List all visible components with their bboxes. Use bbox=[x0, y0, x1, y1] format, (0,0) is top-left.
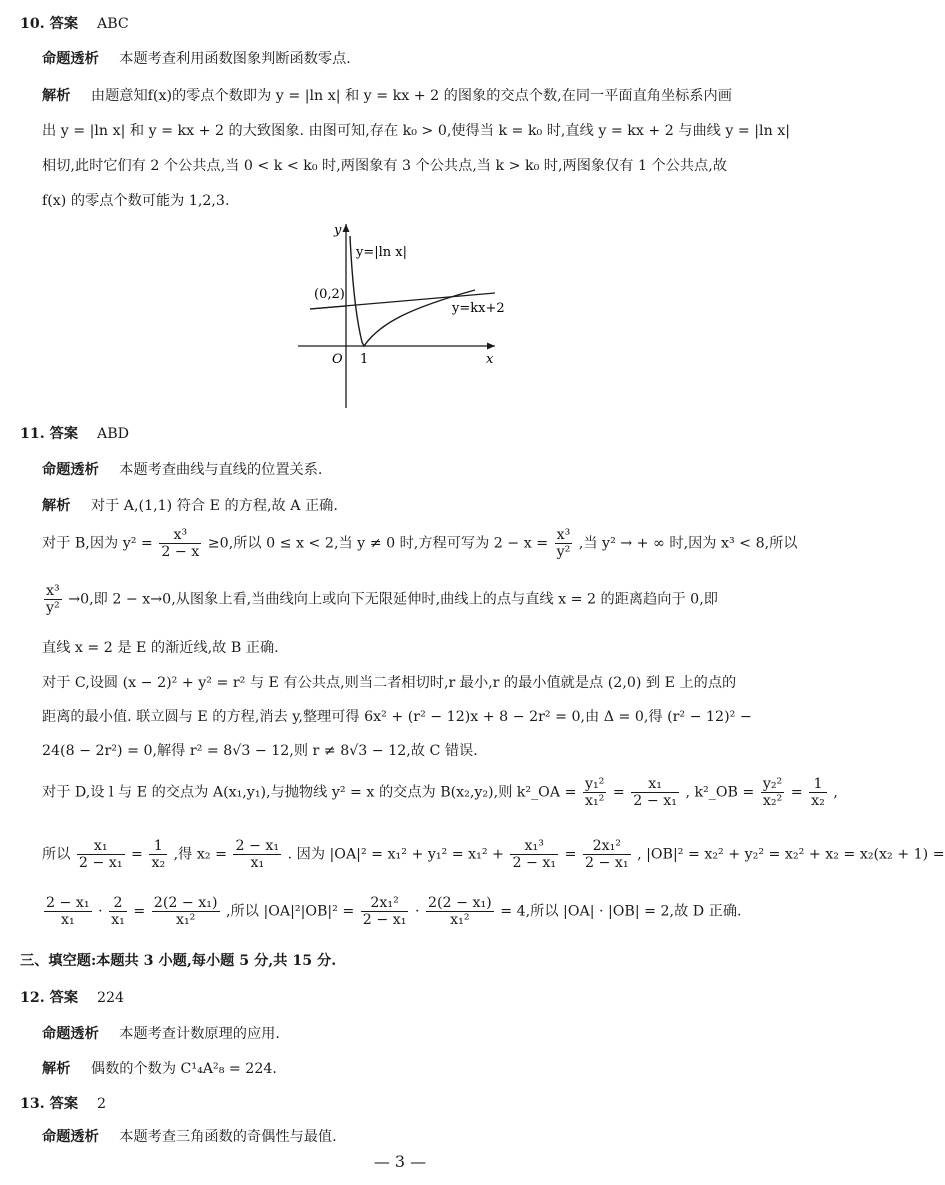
frac-den: 2 − x₁ bbox=[78, 855, 123, 871]
q13-answer-value: 2 bbox=[96, 1096, 107, 1112]
frac-den: x₂ bbox=[151, 855, 166, 871]
q11-analysis-a-text: 对于 A,(1,1) 符合 E 的方程,故 A 正确. bbox=[90, 498, 338, 514]
frac-den: 2 − x bbox=[161, 544, 200, 560]
q11-b-text-1a: 对于 B,因为 y² = bbox=[42, 535, 153, 552]
fraction-y1sq-over-x1sq bbox=[583, 776, 606, 809]
fraction-1-over-x2-b bbox=[149, 838, 167, 871]
q11-d-text-2a: 所以 bbox=[42, 846, 71, 863]
q13-answer-line bbox=[20, 1094, 106, 1114]
frac-den: 2 − x₁ bbox=[362, 912, 407, 928]
q11-d-text-3d: · bbox=[414, 903, 420, 920]
page-number: — 3 — bbox=[373, 1152, 427, 1171]
q11-d-line-3 bbox=[42, 895, 742, 928]
q11-d-text-3b: = bbox=[133, 903, 146, 920]
fraction-2-minus-x1-over-x1 bbox=[233, 838, 281, 871]
q12-intent-text: 本题考查计数原理的应用. bbox=[119, 1026, 280, 1042]
fraction-2-2-minus-x1-over-x1sq bbox=[152, 895, 220, 928]
graph-label-curve: y=|ln x| bbox=[356, 245, 407, 260]
q11-d-line-2 bbox=[42, 838, 945, 871]
q11-analysis-a-line bbox=[42, 496, 338, 516]
frac-num: x³ bbox=[46, 583, 60, 599]
q11-d-text-2f: , |OB|² = x₂² + y₂² = x₂² + x₂ = x₂(x₂ + 1) = bbox=[637, 846, 945, 863]
y-axis-arrow bbox=[343, 224, 350, 232]
frac-den: x₁² bbox=[450, 912, 470, 928]
q10-analysis-label: 解析 bbox=[42, 88, 71, 104]
q10-answer-value: ABC bbox=[96, 16, 129, 32]
q13-intent-text: 本题考查三角函数的奇偶性与最值. bbox=[119, 1129, 337, 1145]
fraction-x3-over-2-minus-x bbox=[159, 527, 201, 560]
q11-c-line-2: 距离的最小值. 联立圆与 E 的方程,消去 y,整理可得 6x² + (r² − 12)x + 8 − 2r² = 0,由 Δ = 0,得 (r² − 12)² − bbox=[42, 709, 752, 725]
frac-den: y² bbox=[556, 544, 571, 560]
frac-num: x³ bbox=[159, 527, 201, 544]
q13-answer-label: 答案 bbox=[49, 1096, 79, 1112]
fraction-2-over-x1 bbox=[109, 895, 127, 928]
frac-den: 2 − x₁ bbox=[512, 855, 557, 871]
graph-label-y: y bbox=[334, 223, 342, 238]
q10-analysis-text-1: 由题意知f(x)的零点个数即为 y = |ln x| 和 y = kx + 2 的图象的交点个数,在同一平面直角坐标系内画 bbox=[90, 88, 732, 104]
fraction-x1-over-2-minus-x1 bbox=[631, 776, 679, 809]
q12-answer-label: 答案 bbox=[49, 990, 79, 1006]
q12-analysis-label: 解析 bbox=[42, 1061, 71, 1077]
q12-analysis-text: 偶数的个数为 C¹₄A²₈ = 224. bbox=[90, 1061, 277, 1077]
frac-den: 2 − x₁ bbox=[633, 793, 677, 809]
q11-d-text-2d: . 因为 |OA|² = x₁² + y₁² = x₁² + bbox=[287, 846, 504, 863]
q11-answer-label: 答案 bbox=[49, 426, 79, 442]
fraction-2-minus-x1-over-x1-b bbox=[44, 895, 92, 928]
q11-d-text-1c: , k²_OB = bbox=[685, 784, 755, 801]
q10-intent-label: 命题透析 bbox=[42, 51, 99, 67]
frac-num: x₁³ bbox=[510, 838, 558, 855]
q10-answer-label: 答案 bbox=[49, 16, 79, 32]
q11-d-text-2e: = bbox=[564, 846, 577, 863]
graph-label-point: (0,2) bbox=[314, 287, 345, 302]
q11-b-text-1b: ≥0,所以 0 ≤ x < 2,当 y ≠ 0 时,方程可写为 2 − x = bbox=[207, 535, 549, 552]
q12-intent-label: 命题透析 bbox=[42, 1026, 99, 1042]
frac-num: 1 bbox=[809, 776, 827, 793]
fraction-1-over-x2 bbox=[809, 776, 827, 809]
q10-intent-line bbox=[42, 49, 351, 69]
q12-intent-line bbox=[42, 1024, 280, 1044]
q11-b-text-2: →0,即 2 − x→0,从图象上看,当曲线向上或向下无限延伸时,曲线上的点与直线 x = 2 的距离趋向于 0,即 bbox=[68, 591, 718, 608]
frac-num: 2 − x₁ bbox=[46, 895, 90, 911]
q11-c-line-1: 对于 C,设圆 (x − 2)² + y² = r² 与 E 有公共点,则当二者相切时,r 最小,r 的最小值就是点 (2,0) 到 E 上的点的 bbox=[42, 675, 737, 691]
frac-num: x₁ bbox=[631, 776, 679, 793]
frac-den: x₂² bbox=[762, 793, 783, 809]
q12-answer-value: 224 bbox=[96, 990, 125, 1006]
graph-label-line: y=kx+2 bbox=[452, 301, 505, 316]
q11-c-line-3: 24(8 − 2r²) = 0,解得 r² = 8√3 − 12,则 r ≠ 8√3 − 12,故 C 错误. bbox=[42, 743, 478, 759]
q10-analysis-line-2: 出 y = |ln x| 和 y = kx + 2 的大致图象. 由图可知,存在 k₀ > 0,使得当 k = k₀ 时,直线 y = kx + 2 与曲线 y = |ln x| bbox=[42, 123, 791, 139]
q11-d-text-2c: ,得 x₂ = bbox=[173, 846, 227, 863]
q11-b-line-3: 直线 x = 2 是 E 的渐近线,故 B 正确. bbox=[42, 640, 279, 656]
q10-intent-text: 本题考查利用函数图象判断函数零点. bbox=[119, 51, 351, 67]
q11-d-text-1d: = bbox=[790, 784, 803, 801]
graph-label-origin: O bbox=[332, 352, 343, 367]
frac-den: x₁² bbox=[175, 912, 196, 928]
frac-den: x₁ bbox=[60, 912, 75, 928]
q10-answer-line bbox=[20, 14, 129, 34]
line-kx-plus-2-extension bbox=[310, 306, 346, 309]
frac-den: x₁² bbox=[584, 793, 605, 809]
frac-den: 2 − x₁ bbox=[584, 855, 629, 871]
frac-den: y² bbox=[46, 600, 60, 616]
frac-num: 2x₁² bbox=[361, 895, 409, 912]
q13-intent-label: 命题透析 bbox=[42, 1129, 99, 1145]
q11-d-text-1e: , bbox=[833, 784, 838, 801]
frac-num: 2 bbox=[109, 895, 127, 912]
fraction-x3-over-y2-limit bbox=[44, 583, 62, 616]
q13-intent-line bbox=[42, 1127, 337, 1147]
q10-analysis-line-1 bbox=[42, 86, 732, 106]
section-3-heading: 三、填空题:本题共 3 小题,每小题 5 分,共 15 分. bbox=[20, 953, 337, 969]
q11-intent-line bbox=[42, 460, 322, 480]
fraction-y2sq-over-x2sq bbox=[761, 776, 784, 809]
q10-number: 10. bbox=[20, 16, 45, 32]
q11-d-text-1a: 对于 D,设 l 与 E 的交点为 A(x₁,y₁),与抛物线 y² = x 的交点为 B(x₂,y₂),则 k²_OA = bbox=[42, 784, 577, 801]
frac-num: y₂² bbox=[762, 776, 783, 792]
q11-answer-value: ABD bbox=[96, 426, 130, 442]
frac-den: x₂ bbox=[811, 793, 825, 809]
frac-num: 2x₁² bbox=[583, 838, 631, 855]
fraction-2x1sq-over-2-minus-x1-b bbox=[361, 895, 409, 928]
q11-answer-line bbox=[20, 424, 129, 444]
q11-d-text-3a: · bbox=[98, 903, 103, 920]
q10-analysis-line-3: 相切,此时它们有 2 个公共点,当 0 < k < k₀ 时,两图象有 3 个公共点,当 k > k₀ 时,两图象仅有 1 个公共点,故 bbox=[42, 158, 727, 174]
q11-b-line-2 bbox=[42, 583, 718, 616]
q11-b-line-1 bbox=[42, 527, 797, 560]
q11-intent-text: 本题考查曲线与直线的位置关系. bbox=[119, 462, 323, 478]
q11-d-text-3c: ,所以 |OA|²|OB|² = bbox=[226, 903, 355, 920]
frac-den: x₁ bbox=[250, 855, 265, 871]
graph-label-x: x bbox=[486, 352, 494, 367]
fraction-x3-over-y2 bbox=[555, 527, 573, 560]
frac-num: 2 − x₁ bbox=[235, 838, 280, 854]
q11-b-text-1c: ,当 y² → + ∞ 时,因为 x³ < 8,所以 bbox=[578, 535, 798, 552]
q11-d-text-1b: = bbox=[612, 784, 625, 801]
fraction-x1cube-over-2-minus-x1 bbox=[510, 838, 558, 871]
frac-den: x₁ bbox=[111, 912, 125, 928]
q12-answer-line bbox=[20, 988, 124, 1008]
fraction-x1-over-2-minus-x1-b bbox=[77, 838, 125, 871]
q11-d-line-1 bbox=[42, 776, 838, 809]
q11-analysis-label: 解析 bbox=[42, 498, 71, 514]
frac-num: x³ bbox=[556, 527, 571, 543]
frac-num: 2(2 − x₁) bbox=[427, 895, 492, 911]
frac-num: y₁² bbox=[584, 776, 605, 792]
q10-function-graph bbox=[290, 218, 510, 413]
q10-analysis-line-4: f(x) 的零点个数可能为 1,2,3. bbox=[42, 193, 230, 209]
q12-number: 12. bbox=[20, 990, 45, 1006]
q12-analysis-line bbox=[42, 1059, 277, 1079]
fraction-2-2-minus-x1-over-x1sq-b bbox=[426, 895, 494, 928]
q11-d-text-2b: = bbox=[131, 846, 143, 863]
q11-intent-label: 命题透析 bbox=[42, 462, 99, 478]
x-axis-arrow bbox=[487, 343, 495, 350]
q13-number: 13. bbox=[20, 1096, 45, 1112]
frac-num: x₁ bbox=[77, 838, 125, 855]
frac-num: 2(2 − x₁) bbox=[153, 895, 218, 911]
q11-d-text-3e: = 4,所以 |OA| · |OB| = 2,故 D 正确. bbox=[500, 903, 742, 920]
frac-num: 1 bbox=[149, 838, 167, 855]
graph-label-one: 1 bbox=[360, 352, 369, 367]
fraction-2x1sq-over-2-minus-x1 bbox=[583, 838, 631, 871]
q11-number: 11. bbox=[20, 426, 45, 442]
